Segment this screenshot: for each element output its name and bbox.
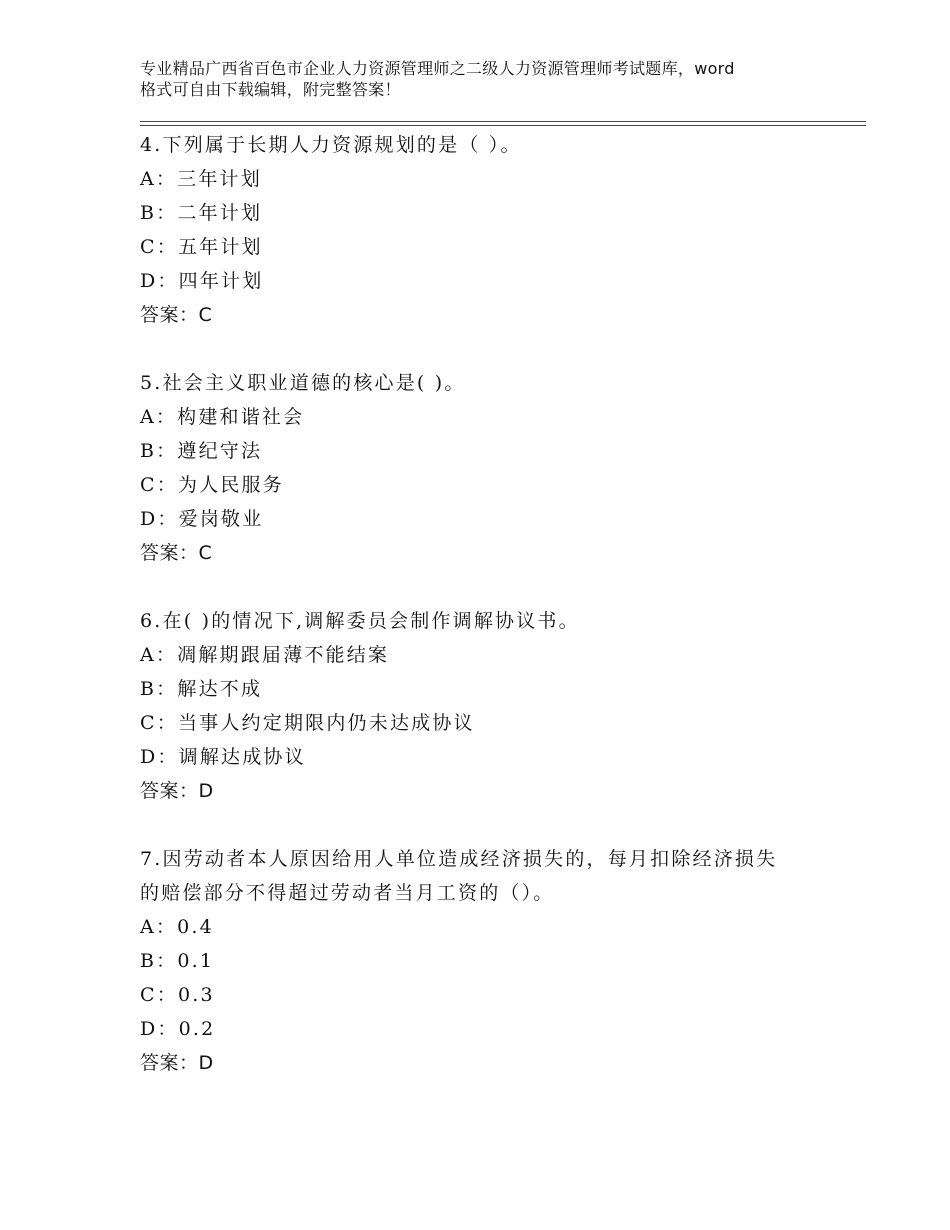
correct-answer: 答案：C — [140, 542, 213, 564]
answer-option: B：解达不成 — [140, 678, 263, 700]
answer-option: C：为人民服务 — [140, 474, 284, 496]
answer-option: C：当事人约定期限内仍未达成协议 — [140, 712, 475, 734]
answer-option: A：0.4 — [140, 916, 214, 938]
answer-option: D：四年计划 — [140, 270, 264, 292]
answer-option: B：二年计划 — [140, 202, 263, 224]
answer-option: D：0.2 — [140, 1018, 216, 1040]
question-stem: 7.因劳动者本人原因给用人单位造成经济损失的，每月扣除经济损失 — [140, 848, 778, 870]
document-header — [140, 58, 840, 100]
question-block — [140, 604, 840, 808]
question-stem: 4.下列属于长期人力资源规划的是（ ）。 — [140, 134, 522, 156]
answer-option: A：构建和谐社会 — [140, 406, 305, 428]
answer-option: C：五年计划 — [140, 236, 263, 258]
header-divider-bottom — [140, 125, 866, 126]
correct-answer: 答案：D — [140, 1052, 214, 1074]
answer-option: C：0.3 — [140, 984, 215, 1006]
correct-answer: 答案：C — [140, 304, 213, 326]
question-stem: 5.社会主义职业道德的核心是( )。 — [140, 372, 466, 394]
question-stem: 6.在( )的情况下,调解委员会制作调解协议书。 — [140, 610, 580, 632]
answer-option: D：爱岗敬业 — [140, 508, 264, 530]
question-list — [140, 128, 840, 1114]
answer-option: A：三年计划 — [140, 168, 262, 190]
header-line-1: 专业精品广西省百色市企业人力资源管理师之二级人力资源管理师考试题库，word — [140, 59, 735, 78]
answer-option: B：0.1 — [140, 950, 215, 972]
question-block — [140, 128, 840, 332]
answer-option: D：调解达成协议 — [140, 746, 306, 768]
answer-option: B：遵纪守法 — [140, 440, 263, 462]
question-block — [140, 842, 840, 1080]
header-divider-top — [140, 121, 866, 122]
answer-option: A：凋解期跟届薄不能结案 — [140, 644, 390, 666]
correct-answer: 答案：D — [140, 780, 214, 802]
question-stem: 的赔偿部分不得超过劳动者当月工资的（）。 — [140, 882, 555, 904]
question-block — [140, 366, 840, 570]
header-line-2: 格式可自由下载编辑，附完整答案！ — [140, 80, 401, 99]
